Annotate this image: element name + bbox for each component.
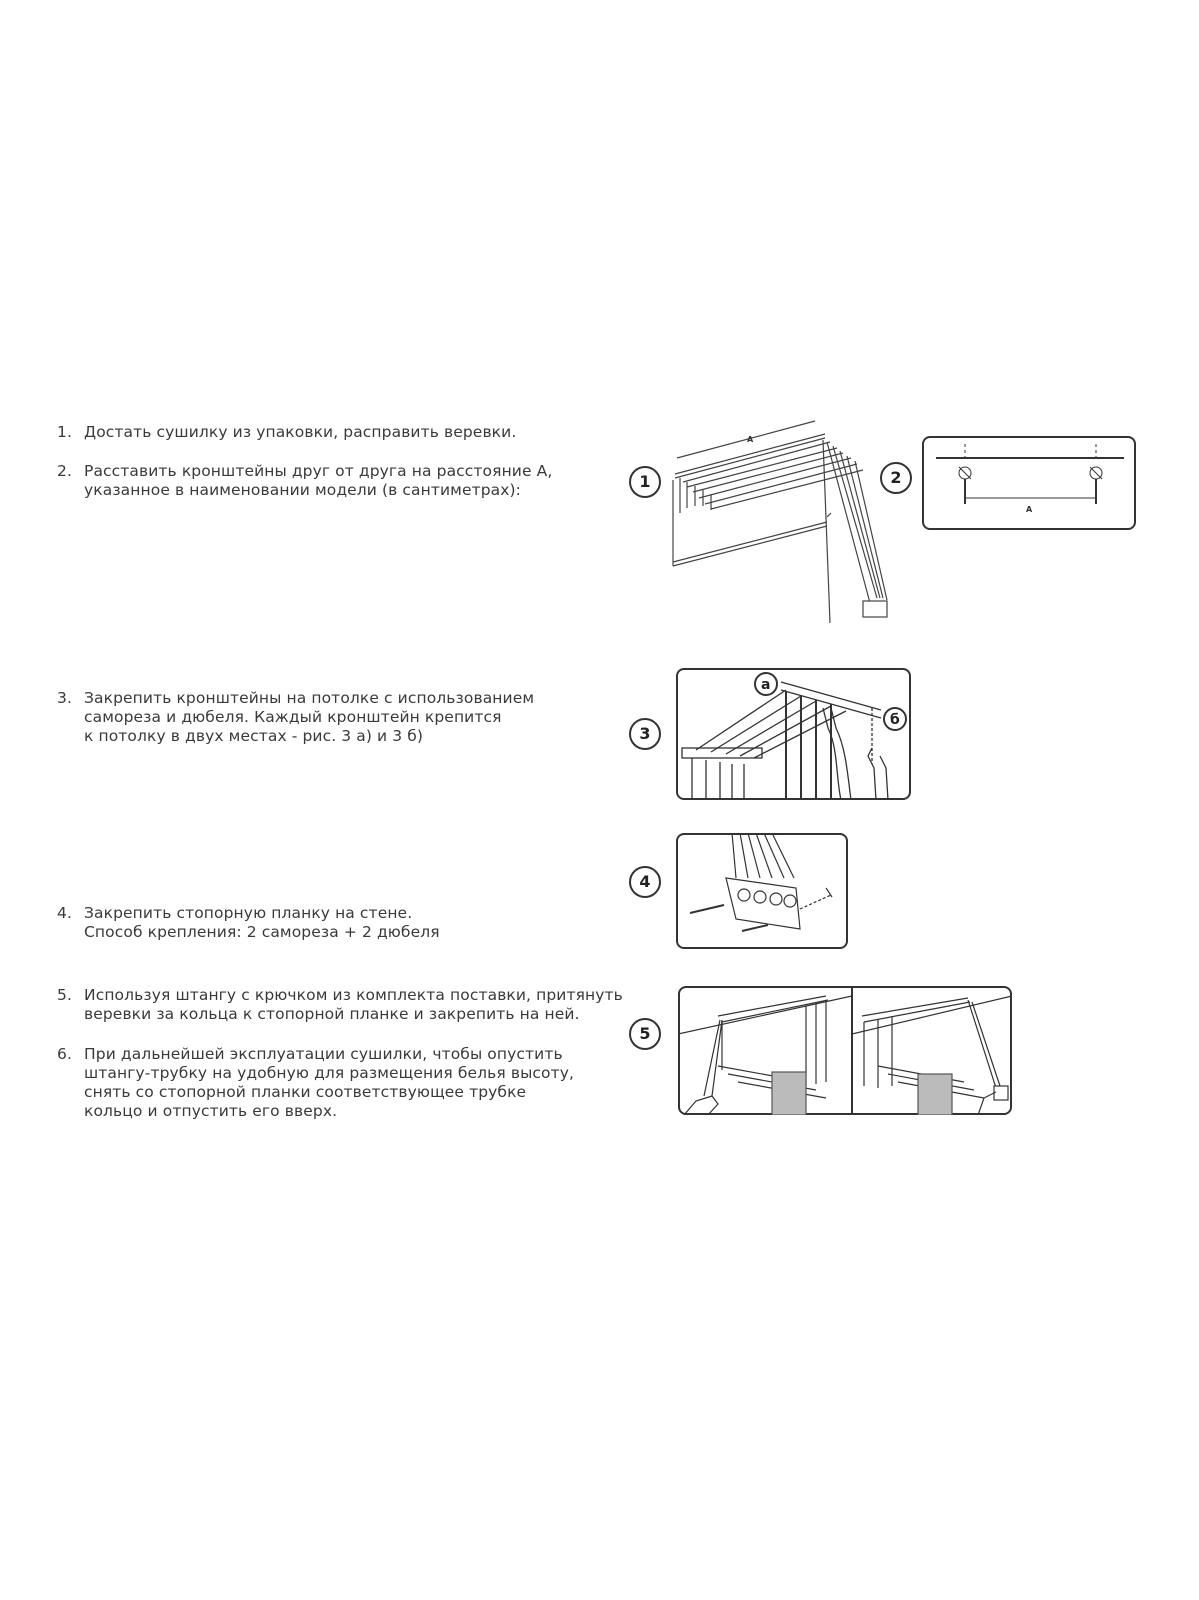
figure-5-badge: 5 (629, 1018, 661, 1050)
step-text-line: При дальнейшей эксплуатации сушилки, чтобы опустить (84, 1045, 563, 1063)
step-number: 5. (57, 986, 72, 1004)
step-5 (57, 986, 623, 1024)
step-text-line: самореза и дюбеля. Каждый кронштейн крепится (84, 708, 502, 726)
step-3 (57, 689, 534, 746)
step-text-line: Используя штангу с крючком из комплекта поставки, притянуть (84, 986, 623, 1004)
figure-3-label-a: а (761, 677, 771, 693)
figure-4-stop-bar (676, 833, 848, 949)
step-text-line: Закрепить стопорную планку на стене. (84, 904, 413, 922)
figure-3-badge: 3 (629, 718, 661, 750)
step-text-line: Достать сушилку из упаковки, расправить веревки. (84, 423, 517, 441)
step-text-line: кольцо и отпустить его вверх. (84, 1102, 338, 1120)
step-number: 1. (57, 423, 72, 441)
figure-1-dryer-illustration (665, 418, 905, 633)
step-6 (57, 1045, 574, 1121)
figure-5-rope-tensioning (678, 986, 1012, 1115)
step-number: 2. (57, 462, 72, 480)
step-2 (57, 462, 552, 500)
step-4 (57, 904, 440, 942)
step-text-line: штангу-трубку на удобную для размещения белья высоту, (84, 1064, 575, 1082)
figure-1-badge: 1 (629, 466, 661, 498)
figure-3-label-b: б (890, 712, 900, 728)
figure-2-badge: 2 (880, 462, 912, 494)
figure-2-bracket-spacing (922, 436, 1136, 530)
step-1 (57, 423, 516, 442)
step-text-line: снять со стопорной планки соответствующее трубке (84, 1083, 527, 1101)
step-text-line: указанное в наименовании модели (в сантиметрах): (84, 481, 521, 499)
step-number: 4. (57, 904, 72, 922)
step-text-line: веревки за кольца к стопорной планке и закрепить на ней. (84, 1005, 580, 1023)
figure-1-dim-label: А (747, 435, 754, 444)
step-text-line: Способ крепления: 2 самореза + 2 дюбеля (84, 923, 440, 941)
step-text-line: Расставить кронштейны друг от друга на расстояние А, (84, 462, 553, 480)
step-text-line: Закрепить кронштейны на потолке с использованием (84, 689, 535, 707)
figure-3-ceiling-mount (676, 668, 911, 800)
figure-2-dim-label: А (1026, 505, 1033, 514)
step-text-line: к потолку в двух местах - рис. 3 а) и 3 б) (84, 727, 424, 745)
figure-4-badge: 4 (629, 866, 661, 898)
step-number: 3. (57, 689, 72, 707)
step-number: 6. (57, 1045, 72, 1063)
